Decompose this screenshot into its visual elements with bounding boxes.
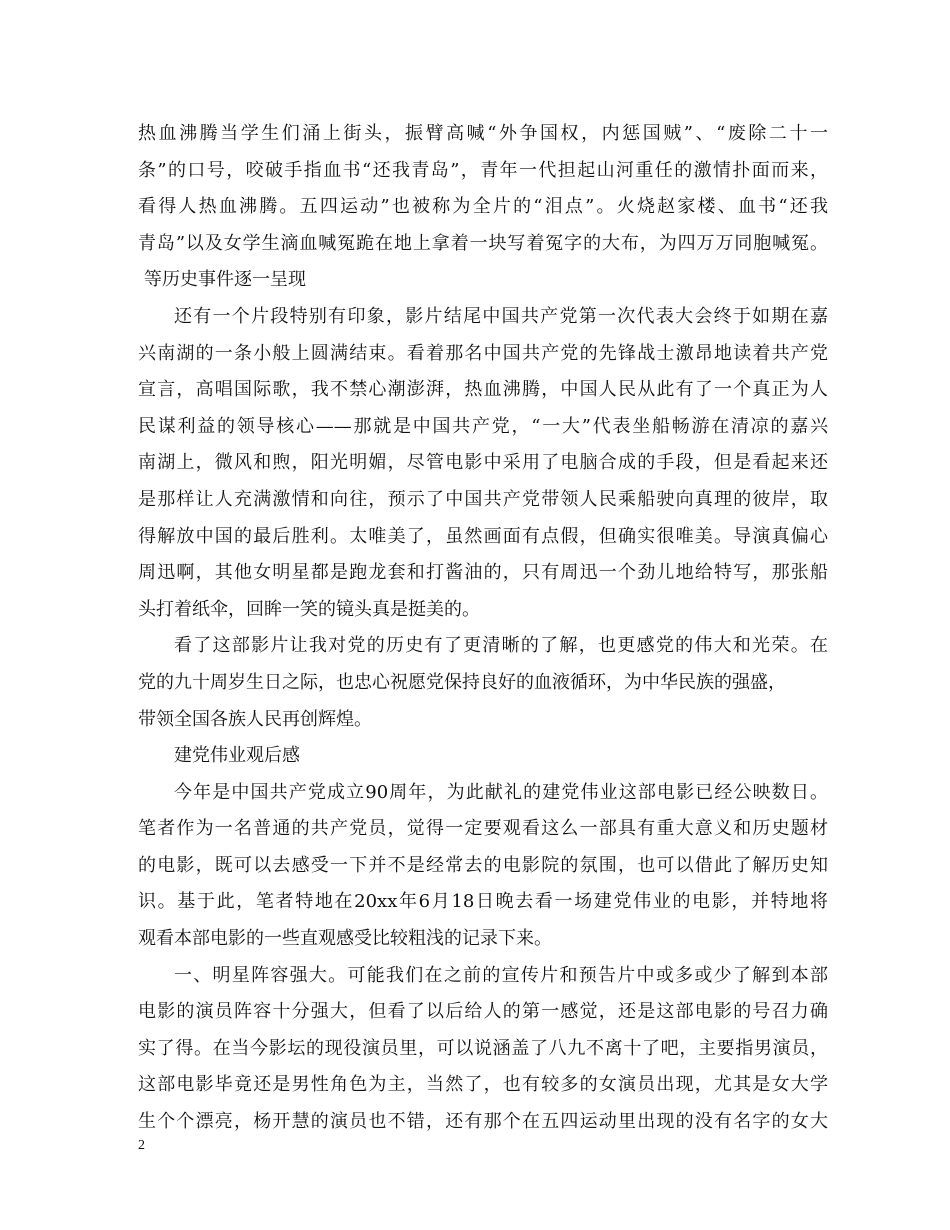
text-line: 青岛”以及女学生滴血喊冤跪在地上拿着一块写着冤字的大布，为四万万同胞喊冤。 <box>138 232 828 254</box>
text-line: 这部电影毕竟还是男性角色为主，当然了，也有较多的女演员出现，尤其是女大学 <box>138 1074 828 1096</box>
text-line: 周迅啊，其他女明星都是跑龙套和打酱油的，只有周迅一个劲儿地给特写，那张船 <box>138 562 828 584</box>
text-line: 笔者作为一名普通的共产党员，觉得一定要观看这么一部具有重大意义和历史题材 <box>138 818 828 840</box>
text-line: 得解放中国的最后胜利。太唯美了，虽然画面有点假，但确实很唯美。导演真偏心 <box>138 525 828 547</box>
paragraph-start-line: 一、明星阵容强大。可能我们在之前的宣传片和预告片中或多或少了解到本部 <box>174 964 828 986</box>
text-line: 党的九十周岁生日之际，也忠心祝愿党保持良好的血液循环，为中华民族的强盛， <box>138 671 786 693</box>
text-line: 生个个漂亮，杨开慧的演员也不错，还有那个在五四运动里出现的没有名字的女大 <box>138 1111 828 1133</box>
paragraph-start-line: 还有一个片段特别有印象，影片结尾中国共产党第一次代表大会终于如期在嘉 <box>174 305 828 327</box>
text-line: 热血沸腾当学生们涌上街头，振臂高喊“外争国权，内惩国贼”、“废除二十一 <box>138 123 828 144</box>
text-line: 民谋利益的领导核心——那就是中国共产党，“一大”代表坐船畅游在清凉的嘉兴 <box>138 415 828 437</box>
text-line: 兴南湖的一条小般上圆满结束。看着那名中国共产党的先锋战士激昂地读着共产党 <box>138 342 828 364</box>
paragraph-start-line: 今年是中国共产党成立90周年，为此献礼的建党伟业这部电影已经公映数日。 <box>174 781 828 803</box>
text-line: 是那样让人充满激情和向往，预示了中国共产党带领人民乘船驶向真理的彼岸，取 <box>138 488 828 510</box>
text-line: 实了得。在当今影坛的现役演员里，可以说涵盖了八九不离十了吧，主要指男演员， <box>138 1037 828 1059</box>
text-line: 看得人热血沸腾。五四运动”也被称为全片的“泪点”。火烧赵家楼、血书“还我 <box>138 196 828 218</box>
text-line: 条”的口号，咬破手指血书“还我青岛”，青年一代担起山河重任的激情扑面而来， <box>138 159 828 181</box>
text-line: 观看本部电影的一些直观感受比较粗浅的记录下来。 <box>138 928 552 950</box>
paragraph-start-line: 看了这部影片让我对党的历史有了更清晰的了解，也更感党的伟大和光荣。在 <box>174 635 828 657</box>
text-line: 电影的演员阵容十分强大，但看了以后给人的第一感觉，还是这部电影的号召力确 <box>138 1001 828 1023</box>
section-heading: 建党伟业观后感 <box>174 745 300 767</box>
page-number: 2 <box>138 1138 145 1153</box>
text-line: 宣言，高唱国际歌，我不禁心潮澎湃，热血沸腾，中国人民从此有了一个真正为人 <box>138 379 828 401</box>
text-line: 头打着纸伞，回眸一笑的镜头真是挺美的。 <box>138 598 480 620</box>
text-line: 南湖上，微风和煦，阳光明媚，尽管电影中采用了电脑合成的手段，但是看起来还 <box>138 452 828 474</box>
text-line: 识。基于此，笔者特地在20xx年6月18日晚去看一场建党伟业的电影，并特地将 <box>138 891 828 913</box>
text-line: 等历史事件逐一呈现 <box>144 269 306 291</box>
text-line: 带领全国各族人民再创辉煌。 <box>138 708 372 730</box>
text-line: 的电影，既可以去感受一下并不是经常去的电影院的氛围，也可以借此了解历史知 <box>138 854 828 876</box>
body-text <box>138 116 828 1141</box>
